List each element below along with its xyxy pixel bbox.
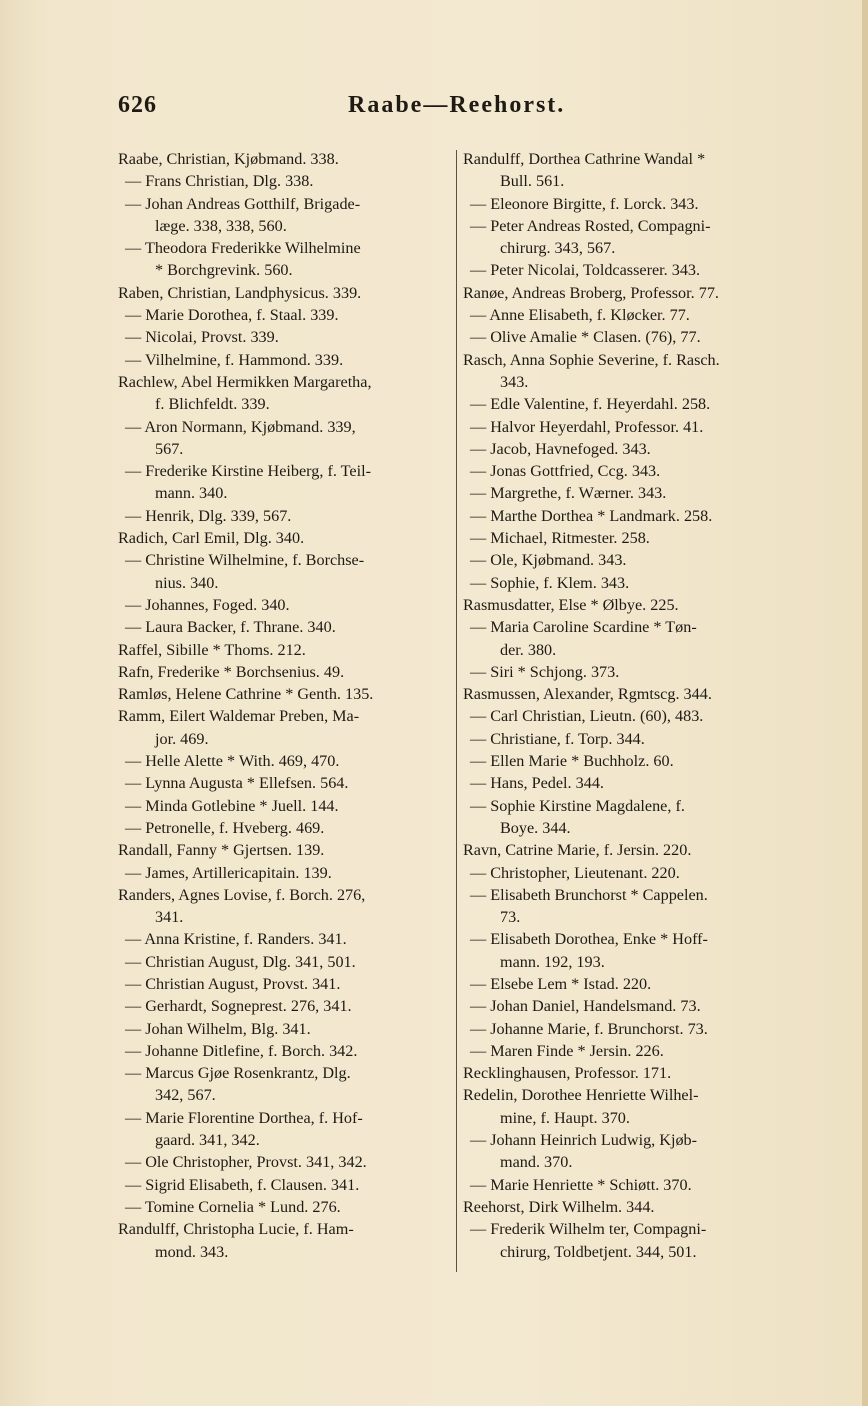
index-entry-line: Redelin, Dorothee Henriette Wilhel- (463, 1086, 699, 1105)
page-number: 626 (118, 92, 157, 118)
index-entry-line: — Johanne Marie, f. Brunchorst. 73. (470, 1019, 708, 1038)
index-entry-line: — Marie Henriette * Schiøtt. 370. (470, 1175, 692, 1194)
index-entry-line: mine, f. Haupt. 370. (500, 1108, 630, 1127)
index-entry-line: — Gerhardt, Sogneprest. 276, 341. (125, 997, 352, 1016)
index-entry-line: Reehorst, Dirk Wilhelm. 344. (463, 1197, 655, 1216)
index-entry-line: Rasmussen, Alexander, Rgmtscg. 344. (463, 685, 712, 704)
page-edge (862, 0, 868, 1406)
index-entry-line: — Johannes, Foged. 340. (125, 595, 290, 614)
index-entry-line: — Frederik Wilhelm ter, Compagni- (470, 1220, 707, 1239)
index-entry-line: — Marthe Dorthea * Landmark. 258. (470, 506, 713, 525)
index-entry-line: Raabe, Christian, Kjøbmand. 338. (118, 150, 339, 168)
index-entry-line: — Ole, Kjøbmand. 343. (470, 551, 627, 570)
index-entry-line: — Aron Normann, Kjøbmand. 339, (125, 417, 356, 436)
left-column (118, 148, 454, 1263)
index-entry-line: — Sigrid Elisabeth, f. Clausen. 341. (125, 1175, 360, 1194)
index-entry-line: — Eleonore Birgitte, f. Lorck. 343. (470, 194, 699, 213)
index-entry-line: — Marcus Gjøe Rosenkrantz, Dlg. (125, 1064, 351, 1083)
running-head: Raabe—Reehorst. (348, 92, 566, 118)
index-entry-line: — Peter Nicolai, Toldcasserer. 343. (470, 261, 701, 280)
index-entry-line: Randulff, Dorthea Cathrine Wandal * (463, 150, 706, 168)
index-entry-line: 341. (155, 908, 184, 927)
index-entry-line: — Elsebe Lem * Istad. 220. (470, 974, 652, 993)
index-entry-line: nius. 340. (155, 573, 219, 592)
index-entry-line: — Jonas Gottfried, Ccg. 343. (470, 462, 661, 481)
index-entry-line: — Christiane, f. Torp. 344. (470, 729, 645, 748)
index-entry-line: — Elisabeth Brunchorst * Cappelen. (470, 885, 708, 904)
index-entry-line: Ravn, Catrine Marie, f. Jersin. 220. (463, 841, 692, 860)
index-entry-line: — Johann Heinrich Ludwig, Kjøb- (470, 1131, 698, 1150)
index-entry-line: — Carl Christian, Lieutn. (60), 483. (470, 707, 704, 726)
index-entry-line: Raffel, Sibille * Thoms. 212. (118, 640, 306, 659)
index-entry-line: gaard. 341, 342. (155, 1131, 260, 1150)
index-entry-line: — Johan Andreas Gotthilf, Brigade- (125, 194, 361, 213)
index-entry-line: der. 380. (500, 640, 557, 659)
index-entry-line: — Christian August, Dlg. 341, 501. (125, 952, 356, 971)
index-entry-line: Recklinghausen, Professor. 171. (463, 1064, 672, 1083)
index-entry-line: — Petronelle, f. Hveberg. 469. (125, 818, 325, 837)
index-entry-line: — Siri * Schjong. 373. (470, 662, 620, 681)
index-entry-line: — Peter Andreas Rosted, Compagni- (470, 216, 711, 235)
index-entry-line: — Theodora Frederikke Wilhelmine (125, 239, 361, 258)
index-entry-line: mann. 340. (155, 484, 228, 503)
index-entry-line: Rachlew, Abel Hermikken Margaretha, (118, 372, 372, 391)
index-entry-line: — Tomine Cornelia * Lund. 276. (125, 1197, 341, 1216)
index-entry-line: — Christopher, Lieutenant. 220. (470, 863, 680, 882)
index-entry-line: — Maren Finde * Jersin. 226. (470, 1041, 664, 1060)
index-entry-line: 343. (500, 372, 529, 391)
index-entry-line: — Anne Elisabeth, f. Kløcker. 77. (470, 306, 690, 325)
index-entry-line: 342, 567. (155, 1086, 216, 1105)
index-entry-line: — Halvor Heyerdahl, Professor. 41. (470, 417, 704, 436)
index-entry-line: — Vilhelmine, f. Hammond. 339. (125, 350, 344, 369)
index-entry-line: — Laura Backer, f. Thrane. 340. (125, 618, 336, 637)
index-entry-line: læge. 338, 338, 560. (155, 216, 287, 235)
index-entry-line: — Michael, Ritmester. 258. (470, 529, 650, 548)
index-entry-line: 567. (155, 439, 184, 458)
index-entry-line: — Christine Wilhelmine, f. Borchse- (125, 551, 365, 570)
index-entry-line: — Sophie, f. Klem. 343. (470, 573, 630, 592)
index-entry-line: — Marie Dorothea, f. Staal. 339. (125, 306, 339, 325)
index-entry-line: — Hans, Pedel. 344. (470, 774, 604, 793)
index-entry-line: — Minda Gotlebine * Juell. 144. (125, 796, 339, 815)
index-entry-line: — Johan Daniel, Handelsmand. 73. (470, 997, 701, 1016)
index-entry-line: — Elisabeth Dorothea, Enke * Hoff- (470, 930, 708, 949)
index-entry-line: Rafn, Frederike * Borchsenius. 49. (118, 662, 345, 681)
index-entry-line: — Frans Christian, Dlg. 338. (125, 172, 314, 191)
index-entry-line: Ranøe, Andreas Broberg, Professor. 77. (463, 283, 719, 302)
index-entry-line: — Sophie Kirstine Magdalene, f. (470, 796, 685, 815)
index-entry-line: * Borchgrevink. 560. (155, 261, 293, 280)
index-entry-line: 73. (500, 908, 521, 927)
index-entry-line: — Ole Christopher, Provst. 341, 342. (125, 1153, 367, 1172)
index-entry-line: Radich, Carl Emil, Dlg. 340. (118, 529, 305, 548)
index-entry-line: — Henrik, Dlg. 339, 567. (125, 506, 292, 525)
index-entry-line: mann. 192, 193. (500, 952, 605, 971)
column-divider (456, 150, 457, 1272)
index-entry-line: Raben, Christian, Landphysicus. 339. (118, 283, 362, 302)
index-entry-line: — Nicolai, Provst. 339. (125, 328, 279, 347)
index-entry-line: — Jacob, Havnefoged. 343. (470, 439, 651, 458)
index-entry-line: — Maria Caroline Scardine * Tøn- (470, 618, 697, 637)
index-entry-line: — Olive Amalie * Clasen. (76), 77. (470, 328, 701, 347)
index-entry-line: mond. 343. (155, 1242, 229, 1261)
index-entry-line: chirurg. 343, 567. (500, 239, 616, 258)
index-entry-line: Randers, Agnes Lovise, f. Borch. 276, (118, 885, 366, 904)
index-entry-line: — James, Artillericapitain. 139. (125, 863, 332, 882)
index-entry-line: — Helle Alette * With. 469, 470. (125, 752, 340, 771)
index-entry-line: chirurg, Toldbetjent. 344, 501. (500, 1242, 697, 1261)
index-entry-line: — Lynna Augusta * Ellefsen. 564. (125, 774, 349, 793)
index-entry-line: Rasmusdatter, Else * Ølbye. 225. (463, 595, 679, 614)
index-entry-line: f. Blichfeldt. 339. (155, 395, 270, 414)
index-entry-line: — Ellen Marie * Buchholz. 60. (470, 752, 674, 771)
index-entry-line: — Marie Florentine Dorthea, f. Hof- (125, 1108, 363, 1127)
index-entry-line: Ramløs, Helene Cathrine * Genth. 135. (118, 685, 374, 704)
index-entry-line: — Johanne Ditlefine, f. Borch. 342. (125, 1041, 358, 1060)
right-column (463, 148, 793, 1263)
index-entry-line: jor. 469. (155, 729, 209, 748)
index-entry-line: — Anna Kristine, f. Randers. 341. (125, 930, 347, 949)
index-entry-line: mand. 370. (500, 1153, 573, 1172)
index-entry-line: — Edle Valentine, f. Heyerdahl. 258. (470, 395, 711, 414)
index-entry-line: Randall, Fanny * Gjertsen. 139. (118, 841, 325, 860)
index-entry-line: Randulff, Christopha Lucie, f. Ham- (118, 1220, 354, 1239)
index-entry-line: Boye. 344. (500, 818, 571, 837)
index-entry-line: — Margrethe, f. Wærner. 343. (470, 484, 667, 503)
page-header (118, 92, 798, 128)
index-entry-line: — Johan Wilhelm, Blg. 341. (125, 1019, 311, 1038)
index-entry-line: Ramm, Eilert Waldemar Preben, Ma- (118, 707, 360, 726)
index-entry-line: Rasch, Anna Sophie Severine, f. Rasch. (463, 350, 720, 369)
index-entry-line: — Frederike Kirstine Heiberg, f. Teil- (125, 462, 371, 481)
index-entry-line: — Christian August, Provst. 341. (125, 974, 341, 993)
index-entry-line: Bull. 561. (500, 172, 565, 191)
